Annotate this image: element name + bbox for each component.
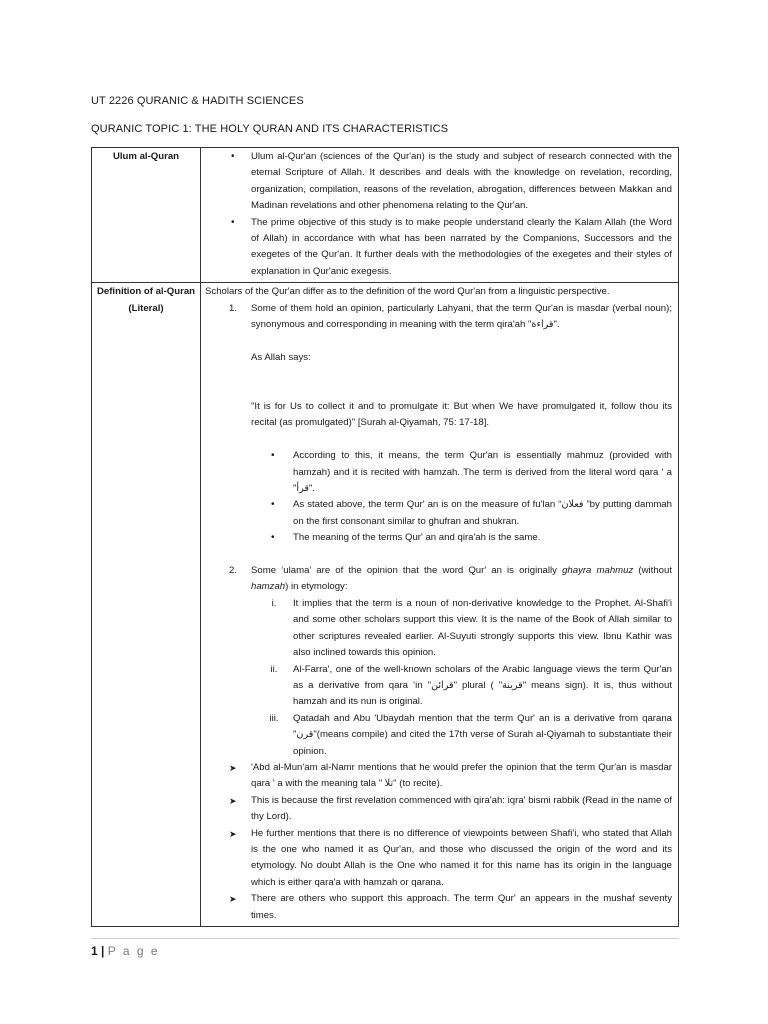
item-number: 1. (229, 302, 238, 314)
numbered-item: 2. Some ‘ulama’ are of the opinion that the word Qur' an is originally ghayra mahmuz (without hamzah) in etymology: (229, 565, 672, 593)
numbered-item (205, 301, 672, 334)
quran-quote: "It is for Us to collect it and to promulgate it: But when We have promulgated it, follow thou its recital (as promulgated)" [Surah al-Qiyamah, 75: 17-18]. (251, 401, 672, 429)
arrow-item: ➤ There are others who support this approach. The term Qur' an appears in the mushaf seventy times. (229, 893, 672, 921)
page-footer (91, 944, 160, 958)
content-table (91, 147, 679, 927)
arrow-item: ➤ This is because the first revelation commenced with qira'ah: iqra' bismi rabbik (Read in the name of thy Lord). (229, 794, 672, 823)
list-item: • Ulum al-Qur'an (sciences of the Qur'an) is the study and subject of research connected with the eternal Scripture of Allah. It describes and deals with the knowledge on revelation, recording, organization, compilation, reasons of the revelation, abrogation, differences between Makkan and Madinan revelations and other phenomena relating to the Qur'an. (205, 149, 672, 215)
topic-heading: QURANIC TOPIC 1: THE HOLY QURAN AND ITS CHARACTERISTICS (91, 123, 449, 135)
page-label: P a g e (107, 944, 160, 958)
arrowhead-icon: ➤ (229, 762, 237, 773)
roman-item: ii. Al-Farra', one of the well-known scholars of the Arabic language views the term Qur'an as a derivative from qara ‘in "قرائن" plural ( "قرينة" means sign). It is, thus without hamzah and its nun is original. (270, 663, 673, 708)
roman-item: iii. Qatadah and Abu 'Ubaydah mention that the term Qur' an is a derivative from qarana "قرن"(means compile) and cited the 17th verse of Surah al-Qiyamah to substantiate their opinion. (269, 712, 672, 757)
row-label-definition: Definition of al-Quran (Literal) (92, 283, 201, 927)
list-item: • The meaning of the terms Qur' an and qira'ah is the same. (205, 530, 672, 546)
roman-item: i. It implies that the term is a noun of non-derivative knowledge to the Prophet. Al-Shafi'i and some other scholars support this view. It is the name of the Book of Allah similar to other scriptures revealed earlier. Al-Suyuti strongly supports this view. Ibnu Kathir was also inclined towards this opinion. (271, 597, 672, 659)
row-content-definition (201, 283, 679, 927)
arrow-item: ➤ He further mentions that there is no difference of viewpoints between Shafi'i, who stated that Allah is the one who named it as Qur'an, and those who discussed the origin of the word and its etymology. No doubt Allah is the One who named it for this name has its origin in the language which is either qara'a with hamzah or qarana. (229, 827, 672, 888)
footer-divider (91, 938, 679, 939)
table-row (92, 148, 679, 283)
sub-bullet-list (205, 448, 672, 546)
list-item: • As stated above, the term Qur' an is on the measure of fu'lan “فعلان ”by putting dammah on the first consonant similar to ghufran and shukran. (205, 497, 672, 530)
row-label-ulum: Ulum al-Quran (92, 148, 201, 283)
page-number: 1 (91, 944, 98, 958)
intro-text: Scholars of the Qur'an differ as to the definition of the word Qur'an from a linguistic perspective. (205, 286, 610, 298)
as-allah-says: As Allah says: (251, 351, 311, 363)
bullet-list (205, 149, 672, 280)
arrowhead-icon: ➤ (229, 795, 237, 806)
arrowhead-icon: ➤ (229, 828, 237, 839)
row-content-ulum (201, 148, 679, 283)
course-heading: UT 2226 QURANIC & HADITH SCIENCES (91, 95, 304, 107)
item-text: Some of them hold an opinion, particularly Lahyani, that the term Qur'an is masdar (verbal noun); synonymous and corresponding in meaning with the term qira'ah "قراءة". (251, 302, 672, 331)
arrowhead-icon: ➤ (229, 894, 237, 905)
list-item: • According to this, it means, the term Qur'an is essentially mahmuz (provided with hamzah) and it is recited with hamzah. The term is derived from the literal word qara ' a "قرأ". (205, 448, 672, 497)
table-row (92, 283, 679, 927)
list-item: • The prime objective of this study is to make people understand clearly the Kalam Allah (the Word of Allah) in accordance with what has been narrated by the Companions, Successors and the exegetes of the Qur'an. It further deals with the methodologies of the exegetes and their styles of explanation in Qur'anic exegesis. (205, 215, 672, 281)
arrow-item: ➤ 'Abd al-Mun'am al-Namr mentions that he would prefer the opinion that the term Qur'an is masdar qara ' a with the meaning tala " تلا" (to recite). (229, 761, 672, 790)
item-number: 2. (229, 565, 238, 577)
footer-separator: | (101, 944, 105, 958)
